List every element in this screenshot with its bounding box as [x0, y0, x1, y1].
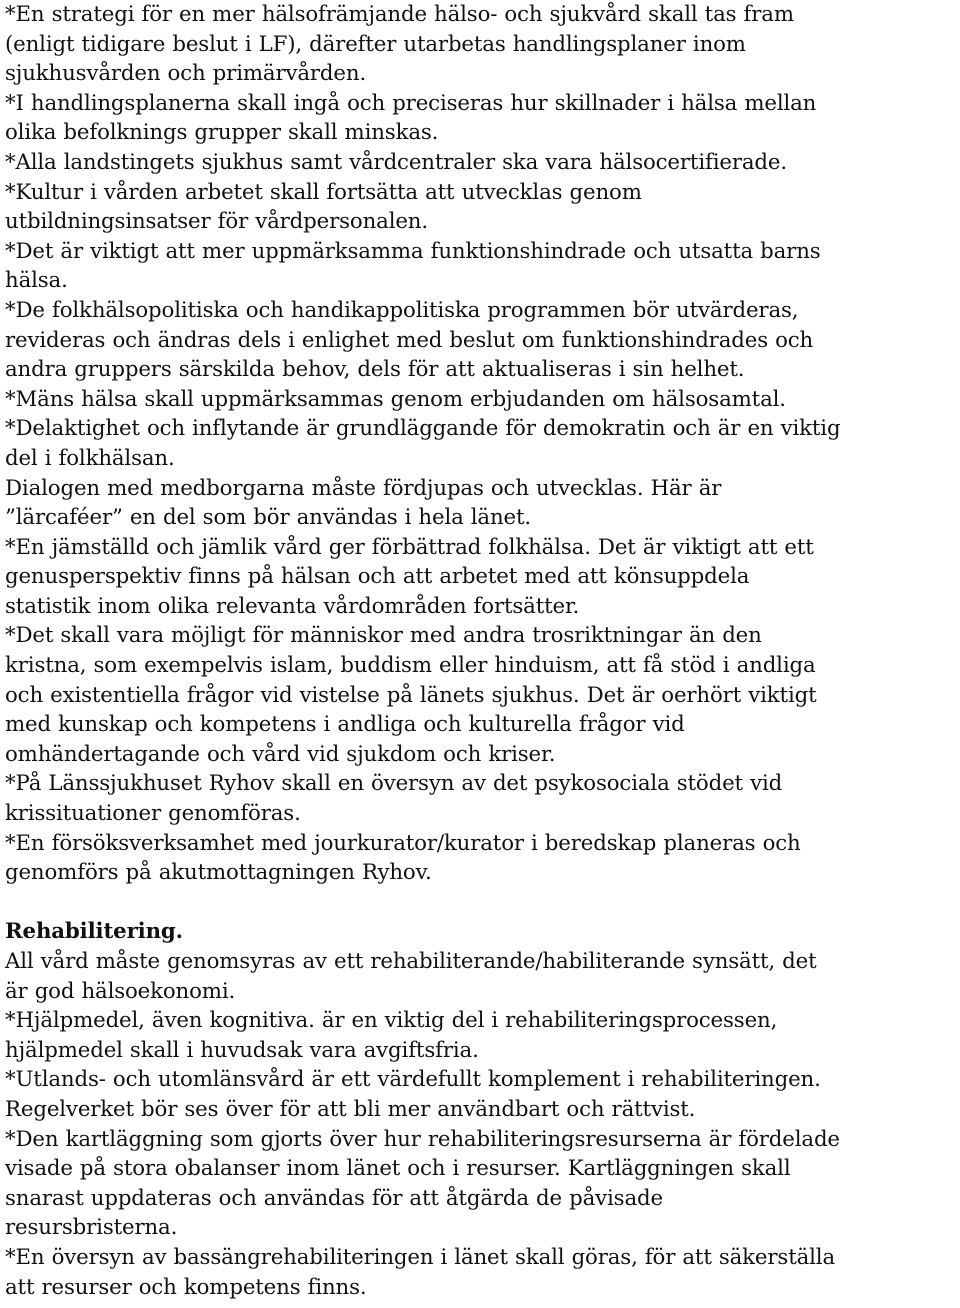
- paragraph: [5, 385, 960, 415]
- paragraph: [5, 1125, 960, 1243]
- section-spacer: [5, 888, 960, 918]
- text-line: andra gruppers särskilda behov, dels för att aktualiseras i sin helhet.: [5, 357, 745, 383]
- text-line: sjukhusvården och primärvården.: [5, 61, 367, 87]
- text-line: (enligt tidigare beslut i LF), därefter utarbetas handlingsplaner inom: [5, 31, 746, 57]
- text-line: *Det är viktigt att mer uppmärksamma funktionshindrade och utsatta barns: [5, 238, 821, 264]
- paragraph: [5, 89, 960, 148]
- document-page: [5, 0, 960, 1302]
- paragraph: [5, 237, 960, 296]
- text-line: Dialogen med medborgarna måste fördjupas och utvecklas. Här är: [5, 475, 722, 501]
- text-line: All vård måste genomsyras av ett rehabiliterande/habiliterande synsätt, det: [5, 949, 817, 974]
- text-line: statistik inom olika relevanta vårdområden fortsätter.: [5, 593, 580, 619]
- text-line: kristna, som exempelvis islam, buddism eller hinduism, att få stöd i andliga: [5, 653, 816, 679]
- paragraph: [5, 296, 960, 385]
- text-line: del i folkhälsan.: [5, 445, 175, 471]
- text-line: och existentiella frågor vid vistelse på länets sjukhus. Det är oerhört viktigt: [5, 682, 817, 708]
- paragraph: [5, 414, 960, 473]
- text-line: *Delaktighet och inflytande är grundläggande för demokratin och är en viktig: [5, 416, 841, 442]
- text-line: genomförs på akutmottagningen Ryhov.: [5, 860, 432, 886]
- text-line: ”lärcaféer” en del som bör användas i hela länet.: [5, 505, 532, 531]
- text-line: hälsa.: [5, 268, 68, 294]
- text-line: utbildningsinsatser för vårdpersonalen.: [5, 209, 428, 235]
- paragraph: [5, 148, 960, 178]
- document-body-top: [5, 0, 960, 888]
- text-line: Regelverket bör ses över för att bli mer användbart och rättvist.: [5, 1096, 696, 1122]
- paragraph: [5, 474, 960, 533]
- document-body-bottom: [5, 947, 960, 1302]
- text-line: krissituationer genomföras.: [5, 801, 301, 827]
- text-line: *Utlands- och utomlänsvård är ett värdefullt komplement i rehabiliteringen.: [5, 1067, 821, 1093]
- text-line: *Den kartläggning som gjorts över hur rehabiliteringsresurserna är fördelade: [5, 1126, 840, 1152]
- text-line: att resurser och kompetens finns.: [5, 1274, 367, 1300]
- text-line: omhändertagande och vård vid sjukdom och kriser.: [5, 741, 556, 767]
- text-line: olika befolknings grupper skall minskas.: [5, 120, 439, 146]
- text-line: *På Länssjukhuset Ryhov skall en översyn av det psykosociala stödet vid: [5, 771, 783, 797]
- paragraph: [5, 533, 960, 622]
- text-line: snarast uppdateras och användas för att åtgärda de påvisade: [5, 1185, 663, 1211]
- text-line: *En försöksverksamhet med jourkurator/kurator i beredskap planeras och: [5, 830, 801, 856]
- text-line: genusperspektiv finns på hälsan och att arbetet med att könsuppdela: [5, 564, 750, 590]
- paragraph: [5, 829, 960, 888]
- paragraph: [5, 178, 960, 237]
- text-line: *Det skall vara möjligt för människor med andra trosriktningar än den: [5, 623, 762, 649]
- paragraph: [5, 1243, 960, 1302]
- paragraph: [5, 769, 960, 828]
- text-line: hjälpmedel skall i huvudsak vara avgiftsfria.: [5, 1037, 479, 1063]
- text-line: visade på stora obalanser inom länet och i resurser. Kartläggningen skall: [5, 1156, 791, 1182]
- text-line: *Hjälpmedel, även kognitiva. är en viktig del i rehabiliteringsprocessen,: [5, 1008, 778, 1034]
- text-line: *En översyn av bassängrehabiliteringen i länet skall göras, för att säkerställa: [5, 1244, 836, 1270]
- text-line: revideras och ändras dels i enlighet med beslut om funktionshindrades och: [5, 327, 814, 353]
- text-line: med kunskap och kompetens i andliga och kulturella frågor vid: [5, 712, 685, 738]
- text-line: resursbristerna.: [5, 1215, 178, 1241]
- paragraph: [5, 621, 960, 769]
- text-line: *De folkhälsopolitiska och handikappolitiska programmen bör utvärderas,: [5, 297, 799, 323]
- text-line: *Kultur i vården arbetet skall fortsätta att utvecklas genom: [5, 179, 642, 205]
- paragraph: [5, 1006, 960, 1065]
- paragraph: [5, 0, 960, 89]
- text-line: *Alla landstingets sjukhus samt vårdcentraler ska vara hälsocertifierade.: [5, 149, 787, 175]
- section-heading: Rehabilitering.: [5, 919, 183, 945]
- text-line: *I handlingsplanerna skall ingå och preciseras hur skillnader i hälsa mellan: [5, 90, 817, 116]
- text-line: *Mäns hälsa skall uppmärksammas genom erbjudanden om hälsosamtal.: [5, 386, 786, 412]
- paragraph: [5, 1065, 960, 1124]
- text-line: är god hälsoekonomi.: [5, 978, 236, 1004]
- text-line: *En strategi för en mer hälsofrämjande hälso- och sjukvård skall tas fram: [5, 2, 794, 27]
- text-line: *En jämställd och jämlik vård ger förbättrad folkhälsa. Det är viktigt att ett: [5, 534, 814, 560]
- paragraph: [5, 947, 960, 1006]
